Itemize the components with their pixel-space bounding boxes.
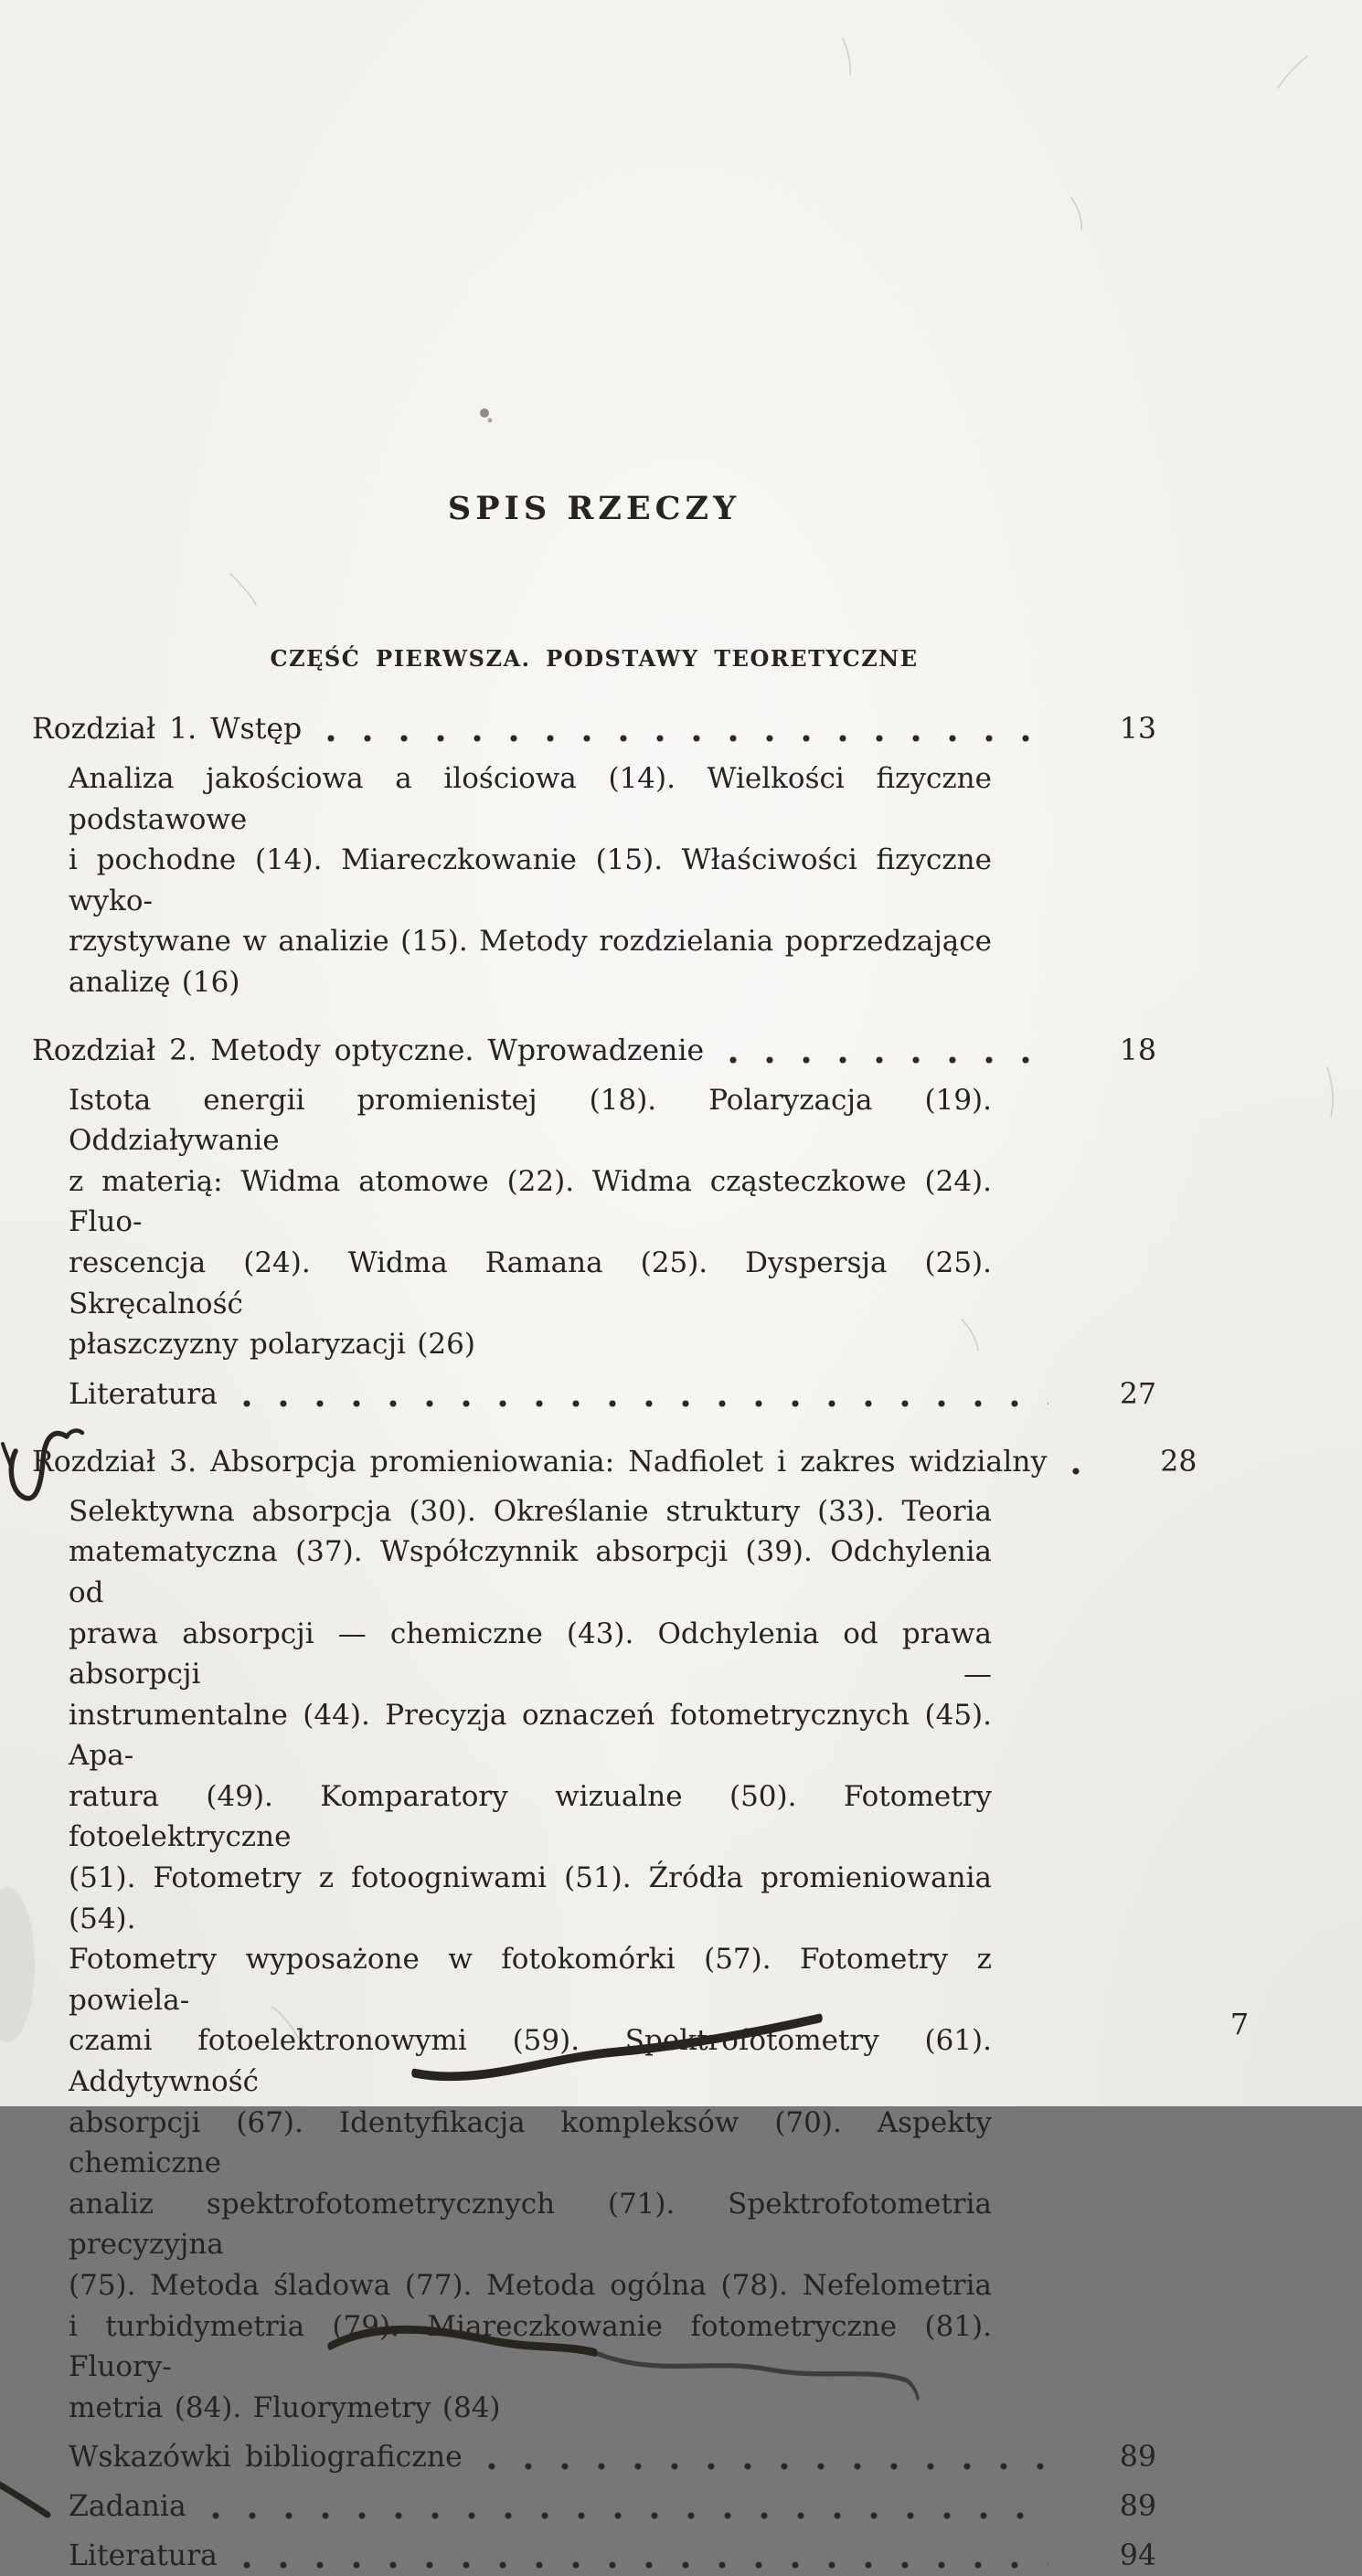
toc-detail-line: metria (84). Fluorymetry (84): [69, 2390, 501, 2424]
toc-entry-label: Rozdział 2. Metody optyczne. Wprowadzenie: [32, 1034, 705, 1067]
toc-page-number: 94: [1119, 2539, 1156, 2573]
toc-detail-line: analiz spektrofotometrycznych (71). Spektrofotometria precyzyjna: [69, 2187, 992, 2262]
toc-detail-line: Selektywna absorpcja (30). Określanie struktury (33). Teoria: [69, 1494, 992, 1528]
toc-page-number: 18: [1119, 1034, 1156, 1067]
toc-entry-label: Literatura: [69, 2539, 218, 2573]
toc-page-number: 27: [1119, 1377, 1156, 1411]
toc-detail-line: absorpcji (67). Identyfikacja kompleksów (70). Aspekty chemiczne: [69, 2105, 992, 2180]
toc-detail-line: i pochodne (14). Miareczkowanie (15). Właściwości fizyczne wyko-: [69, 843, 992, 917]
toc-row-rozdzial-3: [32, 1442, 1197, 1482]
toc-detail-line: ratura (49). Komparatory wizualne (50). Fotometry fotoelektryczne: [69, 1779, 992, 1854]
toc-detail-line: płaszczyzny polaryzacji (26): [69, 1328, 475, 1362]
toc-detail-para-3: [69, 1491, 992, 2429]
page-folio-number: 7: [1229, 2007, 1250, 2041]
toc-row-literatura-1: [32, 1374, 1156, 1415]
dot-leader: [729, 1055, 1048, 1065]
toc-detail-line: Analiza jakościowa a ilościowa (14). Wielkości fizyczne podstawowe: [69, 762, 992, 836]
toc-entry-label: Literatura: [69, 1377, 218, 1411]
page-edge-shadow: [0, 1887, 35, 2042]
toc-row-rozdzial-1: [32, 709, 1156, 749]
toc-entry-label: Wskazówki bibliograficzne: [69, 2441, 463, 2475]
dot-leader: [327, 734, 1048, 743]
toc-detail-line: czami fotoelektronowymi (59). Spektrofotometry (61). Addytywność: [69, 2024, 992, 2099]
toc-detail-line: instrumentalne (44). Precyzja oznaczeń fotometrycznych (45). Apa-: [69, 1698, 992, 1773]
toc-detail-line: Istota energii promienistej (18). Polaryzacja (19). Oddziaływanie: [69, 1083, 992, 1158]
dot-leader: [243, 2560, 1048, 2570]
toc-detail-line: Fotometry wyposażone w fotokomórki (57). Fotometry z powiela-: [69, 1943, 992, 2017]
toc-detail-line: prawa absorpcji — chemiczne (43). Odchylenia od prawa absorpcji —: [69, 1617, 992, 1691]
toc-entry-label: Zadania: [69, 2490, 186, 2524]
toc-detail-line: rzystywane w analizie (15). Metody rozdzielania poprzedzające: [69, 925, 992, 959]
toc-page-number: 28: [1160, 1445, 1197, 1479]
toc-page-number: 89: [1119, 2490, 1156, 2524]
toc-detail-line: (51). Fotometry z fotoogniwami (51). Źródła promieniowania (54).: [69, 1861, 992, 1935]
dot-leader: [1072, 1467, 1089, 1476]
toc-page-number: 89: [1119, 2441, 1156, 2475]
toc-detail-para-1: [69, 758, 992, 1003]
toc-row-rozdzial-2: [32, 1031, 1156, 1071]
toc-page-number: 13: [1119, 713, 1156, 746]
toc-row-literatura-2: [32, 2536, 1156, 2576]
page-title: SPIS RZECZY: [447, 490, 741, 527]
toc-detail-line: (75). Metoda śladowa (77). Metoda ogólna (78). Nefelometria: [69, 2269, 992, 2302]
toc-detail-line: z materią: Widma atomowe (22). Widma cząsteczkowe (24). Fluo-: [69, 1164, 992, 1239]
part-heading: CZĘŚĆ PIERWSZA. PODSTAWY TEORETYCZNE: [270, 645, 919, 672]
dot-leader: [243, 1399, 1048, 1408]
pen-margin-dash-annotation: [0, 2474, 54, 2525]
toc-row-wskazowki: [32, 2437, 1156, 2477]
toc-detail-line: rescencja (24). Widma Ramana (25). Dyspersja (25). Skręcalność: [69, 1246, 992, 1320]
toc-detail-para-2: [69, 1080, 992, 1365]
toc-row-zadania: [32, 2486, 1156, 2527]
ink-speck: [480, 408, 489, 418]
toc-entries: [32, 709, 1197, 2576]
toc-detail-line: analizę (16): [69, 965, 240, 999]
toc-detail-line: matematyczna (37). Współczynnik absorpcji (39). Odchylenia od: [69, 1535, 992, 1609]
dot-leader: [212, 2511, 1048, 2520]
toc-entry-label: Rozdział 1. Wstęp: [32, 713, 303, 746]
toc-detail-line: i turbidymetria (79). Miareczkowanie fotometryczne (81). Fluory-: [69, 2309, 992, 2384]
dot-leader: [488, 2462, 1048, 2471]
toc-entry-label: Rozdział 3. Absorpcja promieniowania: Nadfiolet i zakres widzialny: [32, 1445, 1048, 1479]
